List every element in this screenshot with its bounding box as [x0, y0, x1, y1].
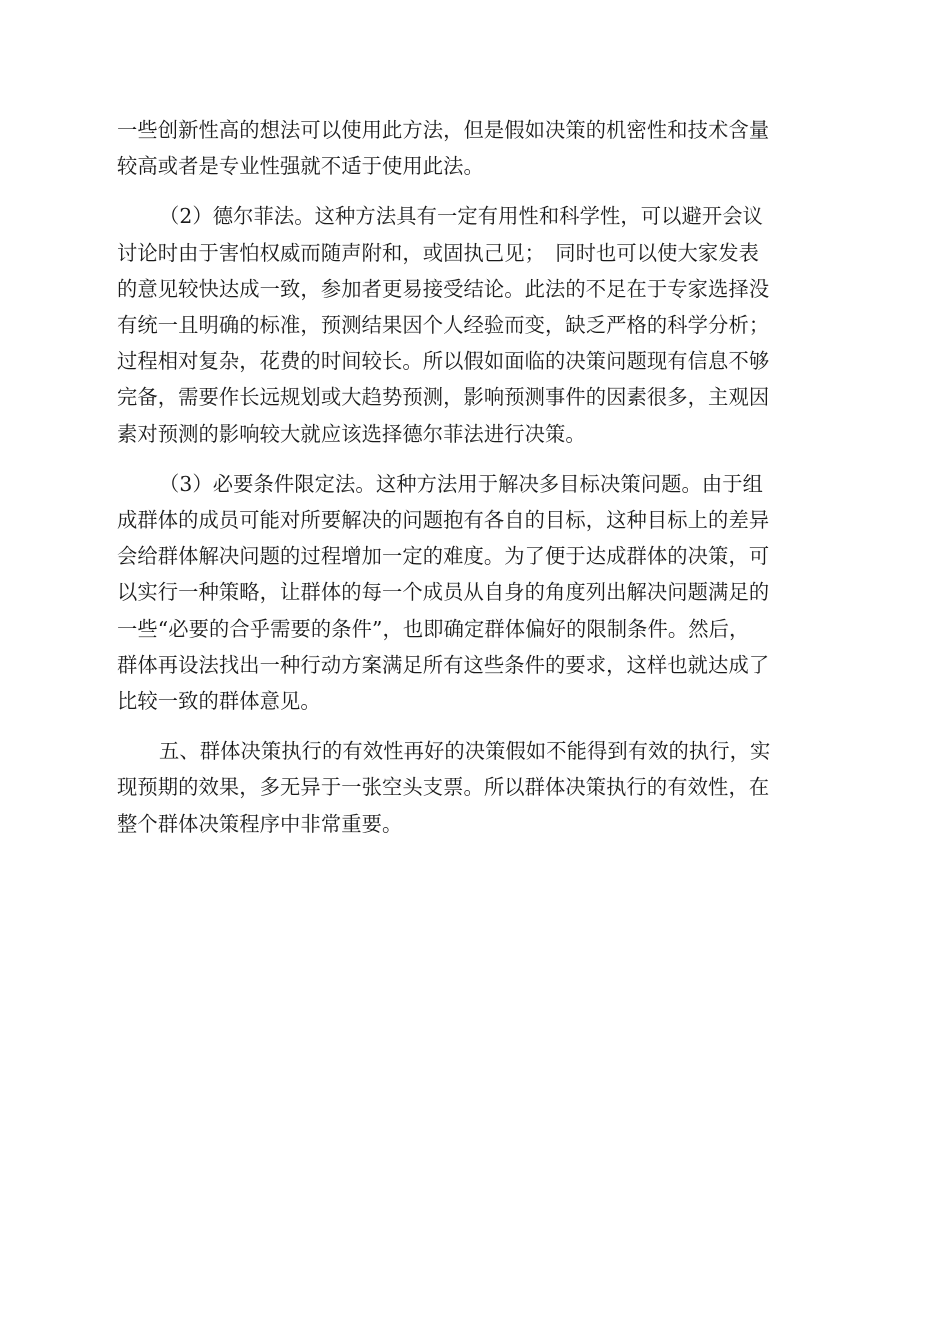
paragraph-continuation [117, 112, 833, 184]
text-line: 现预期的效果，多无异于一张空头支票。所以群体决策执行的有效性，在 [117, 775, 770, 800]
text-line: 五、群体决策执行的有效性再好的决策假如不能得到有效的执行，实 [159, 739, 771, 764]
text-line: 群体再设法找出一种行动方案满足所有这些条件的要求，这样也就达成了 [117, 652, 770, 677]
text-line: 完备，需要作长远规划或大趋势预测，影响预测事件的因素很多，主观因 [117, 385, 770, 410]
text-line: 的意见较快达成一致，参加者更易接受结论。此法的不足在于专家选择没 [117, 276, 770, 301]
text-line: （2）德尔菲法。这种方法具有一定有用性和科学性，可以避开会议 [159, 204, 764, 229]
text-line: 以实行一种策略，让群体的每一个成员从自身的角度列出解决问题满足的 [117, 580, 770, 605]
paragraph-necessary-conditions-method [117, 466, 833, 719]
text-line: 素对预测的影响较大就应该选择德尔菲法进行决策。 [117, 421, 586, 446]
text-line: 较高或者是专业性强就不适于使用此法。 [117, 154, 484, 179]
text-line: 一些“必要的合乎需要的条件”，也即确定群体偏好的限制条件。然后， [117, 616, 750, 641]
text-line: （3）必要条件限定法。这种方法用于解决多目标决策问题。由于组 [159, 471, 764, 496]
paragraph-delphi-method [117, 198, 833, 451]
text-line: 一些创新性高的想法可以使用此方法，但是假如决策的机密性和技术含量 [117, 118, 770, 142]
text-line: 比较一致的群体意见。 [117, 689, 321, 714]
text-line: 会给群体解决问题的过程增加一定的难度。为了便于达成群体的决策，可 [117, 544, 770, 569]
document-body [117, 112, 833, 856]
text-line: 讨论时由于害怕权威而随声附和，或固执己见； 同时也可以使大家发表 [117, 240, 760, 265]
text-line: 成群体的成员可能对所要解决的问题抱有各自的目标，这种目标上的差异 [117, 508, 770, 533]
paragraph-section-five [117, 733, 833, 842]
text-line: 有统一且明确的标准，预测结果因个人经验而变，缺乏严格的科学分析； [117, 313, 770, 338]
text-line: 整个群体决策程序中非常重要。 [117, 811, 403, 836]
text-line: 过程相对复杂，花费的时间较长。所以假如面临的决策问题现有信息不够 [117, 349, 770, 374]
